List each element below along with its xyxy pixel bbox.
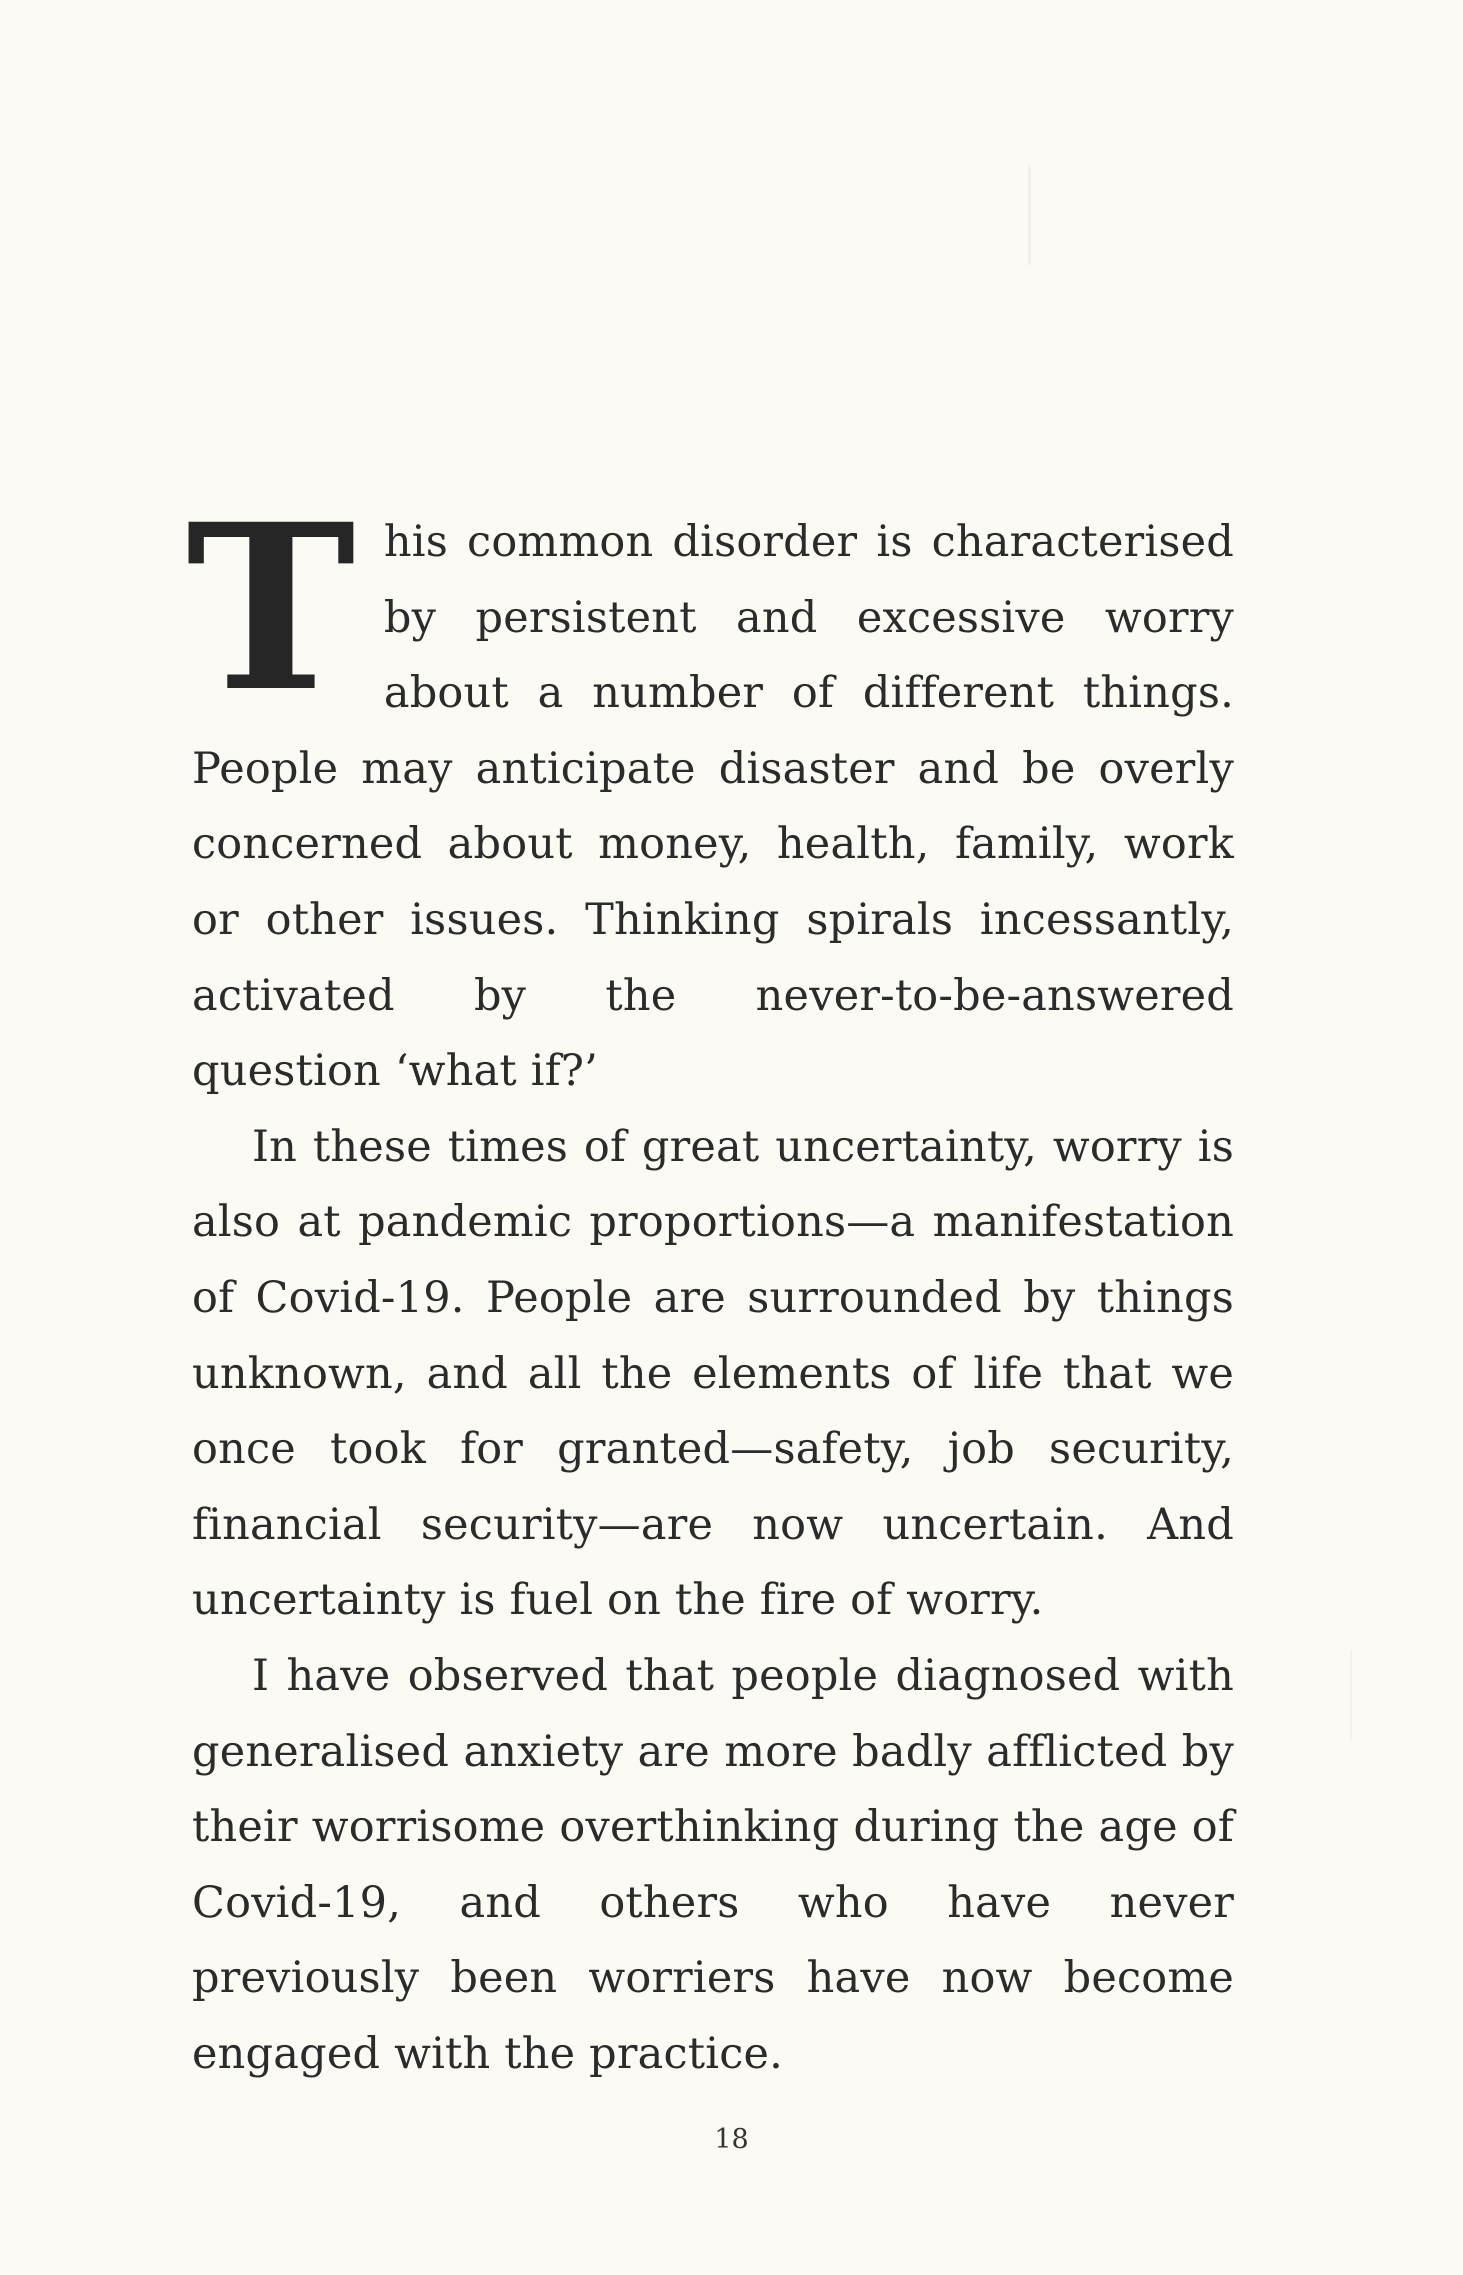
drop-cap: T [186, 474, 356, 742]
scan-artifact [1028, 165, 1031, 265]
paragraph-2: In these times of great uncertainty, worry is also at pandemic proportions—a manifestation of Covid-19. People are surrounded by things unknown, and all the elements of life that we once took for granted—safety, job security, financial security—are now uncertain. And uncertainty is fuel on the fire of worry. [192, 1121, 1234, 1626]
scan-artifact [1350, 1650, 1352, 1740]
body-text [186, 474, 1234, 2092]
paragraph-1 [186, 474, 1234, 1110]
paragraph-1-text: his common disorder is characterised by persistent and excessive worry about a number of different things. People may anticipate disaster and be overly concerned about money, health, family, work or other issues. Thinking spirals incessantly, activated by the never-to-be-answered question ‘what if?’ [192, 517, 1234, 1097]
page-number: 18 [714, 2124, 749, 2155]
paragraph-3: I have observed that people diagnosed with generalised anxiety are more badly afflicted by their worrisome overthinking during the age of Covid-19, and others who have never previously been worriers have now become engaged with the practice. [192, 1650, 1234, 2079]
